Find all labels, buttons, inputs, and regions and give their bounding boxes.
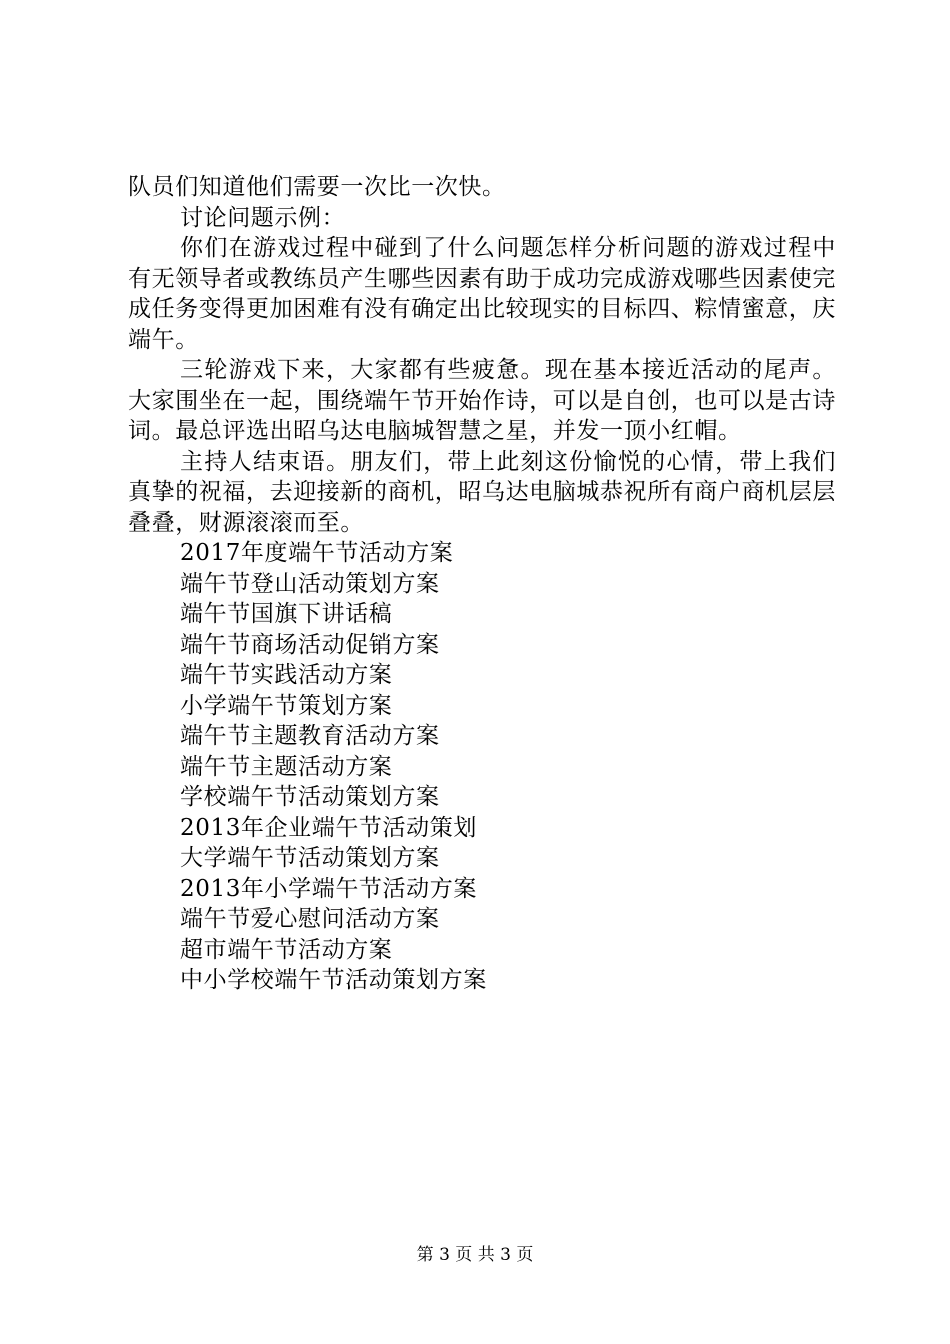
related-article-link[interactable]: 端午节登山活动策划方案	[180, 570, 440, 597]
paragraph-continuation: 队员们知道他们需要一次比一次快。	[128, 174, 506, 200]
related-article-link[interactable]: 端午节国旗下讲话稿	[180, 601, 393, 627]
paragraph-poetry-activity: 三轮游戏下来，大家都有些疲惫。现在基本接近活动的尾声。大家围坐在一起，围绕端午节开始作诗，可以是自创，也可以是古诗词。最总评选出昭乌达电脑城智慧之星，并发一顶小红帽。	[128, 357, 836, 444]
paragraph-closing-remarks: 主持人结束语。朋友们，带上此刻这份愉悦的心情，带上我们真挚的祝福，去迎接新的商机，昭乌达电脑城恭祝所有商户商机层层叠叠，财源滚滚而至。	[128, 448, 836, 536]
related-article-link[interactable]: 端午节爱心慰问活动方案	[180, 906, 440, 932]
page-number-footer: 第 3 页 共 3 页	[416, 1245, 534, 1265]
related-article-link[interactable]: 端午节主题活动方案	[180, 753, 393, 780]
paragraph-discussion-heading: 讨论问题示例：	[180, 204, 346, 231]
related-article-link[interactable]: 端午节实践活动方案	[180, 662, 393, 688]
related-article-link[interactable]: 中小学校端午节活动策划方案	[180, 967, 487, 993]
related-article-link[interactable]: 端午节主题教育活动方案	[180, 723, 440, 749]
related-article-link[interactable]: 超市端午节活动方案	[180, 936, 393, 963]
paragraph-discussion-questions: 你们在游戏过程中碰到了什么问题怎样分析问题的游戏过程中有无领导者或教练员产生哪些因素有助于成功完成游戏哪些因素使完成任务变得更加困难有没有确定出比较现实的目标四、粽情蜜意，庆端午。	[128, 235, 836, 353]
related-article-link[interactable]: 2017年度端午节活动方案	[180, 540, 454, 566]
related-article-link[interactable]: 2013年小学端午节活动方案	[180, 875, 477, 902]
related-article-link[interactable]: 小学端午节策划方案	[180, 692, 393, 719]
related-articles-list	[128, 538, 836, 996]
related-article-link[interactable]: 学校端午节活动策划方案	[180, 784, 440, 810]
document-body	[128, 172, 836, 996]
related-article-link[interactable]: 端午节商场活动促销方案	[180, 631, 440, 658]
related-article-link[interactable]: 2013年企业端午节活动策划	[180, 814, 477, 841]
related-article-link[interactable]: 大学端午节活动策划方案	[180, 845, 440, 871]
